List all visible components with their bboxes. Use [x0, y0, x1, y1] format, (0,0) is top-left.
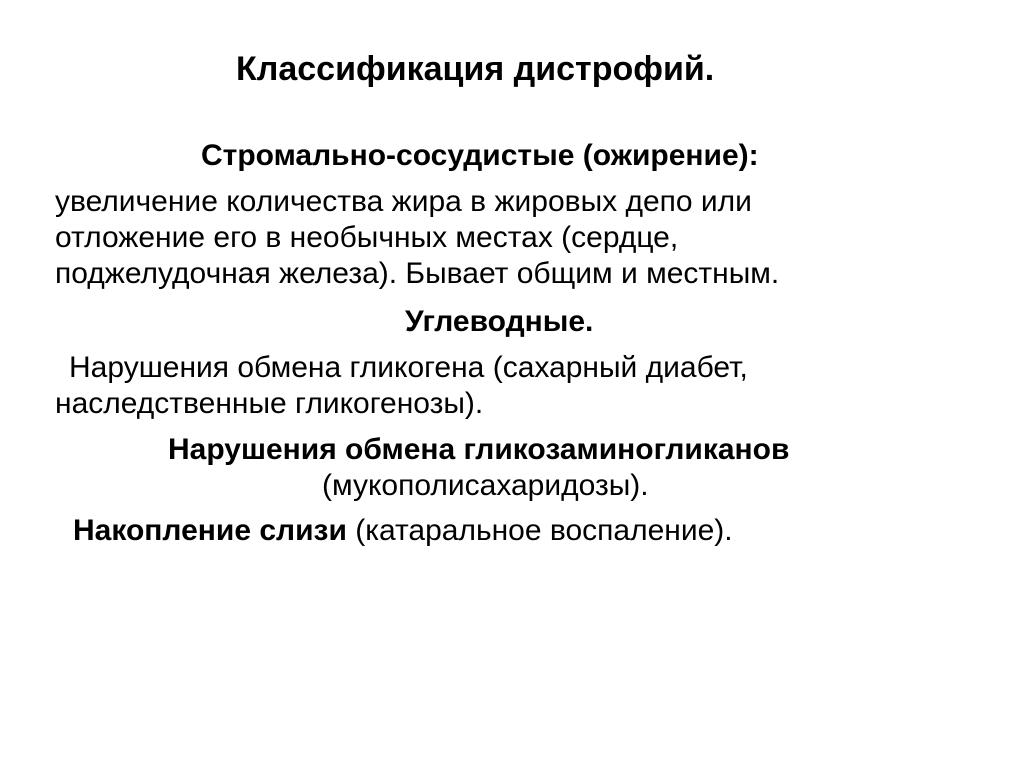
- mucus-detail: (катаральное воспаление).: [346, 514, 733, 547]
- stromal-text-line-1: увеличение количества жира в жировых депо или: [55, 185, 752, 218]
- stromal-text-line-3: поджелудочная железа). Бывает общим и местным.: [55, 257, 780, 290]
- heading-stromal-vascular: Стромально-сосудистые (ожирение):: [201, 139, 759, 172]
- glycosaminoglycans-detail: (мукополисахаридозы).: [322, 469, 649, 502]
- carbohydrate-text-line-1: Нарушения обмена гликогена (сахарный диабет,: [69, 351, 748, 384]
- carbohydrate-text-line-2: наследственные гликогенозы).: [55, 387, 484, 420]
- slide-title: Классификация дистрофий.: [236, 50, 715, 88]
- heading-glycosaminoglycans: Нарушения обмена гликозаминогликанов: [168, 433, 790, 466]
- stromal-text-line-2: отложение его в необычных местах (сердце,: [55, 221, 679, 254]
- heading-carbohydrate: Углеводные.: [405, 305, 594, 338]
- mucus-paragraph: [73, 513, 733, 549]
- mucus-heading: Накопление слизи: [73, 514, 347, 547]
